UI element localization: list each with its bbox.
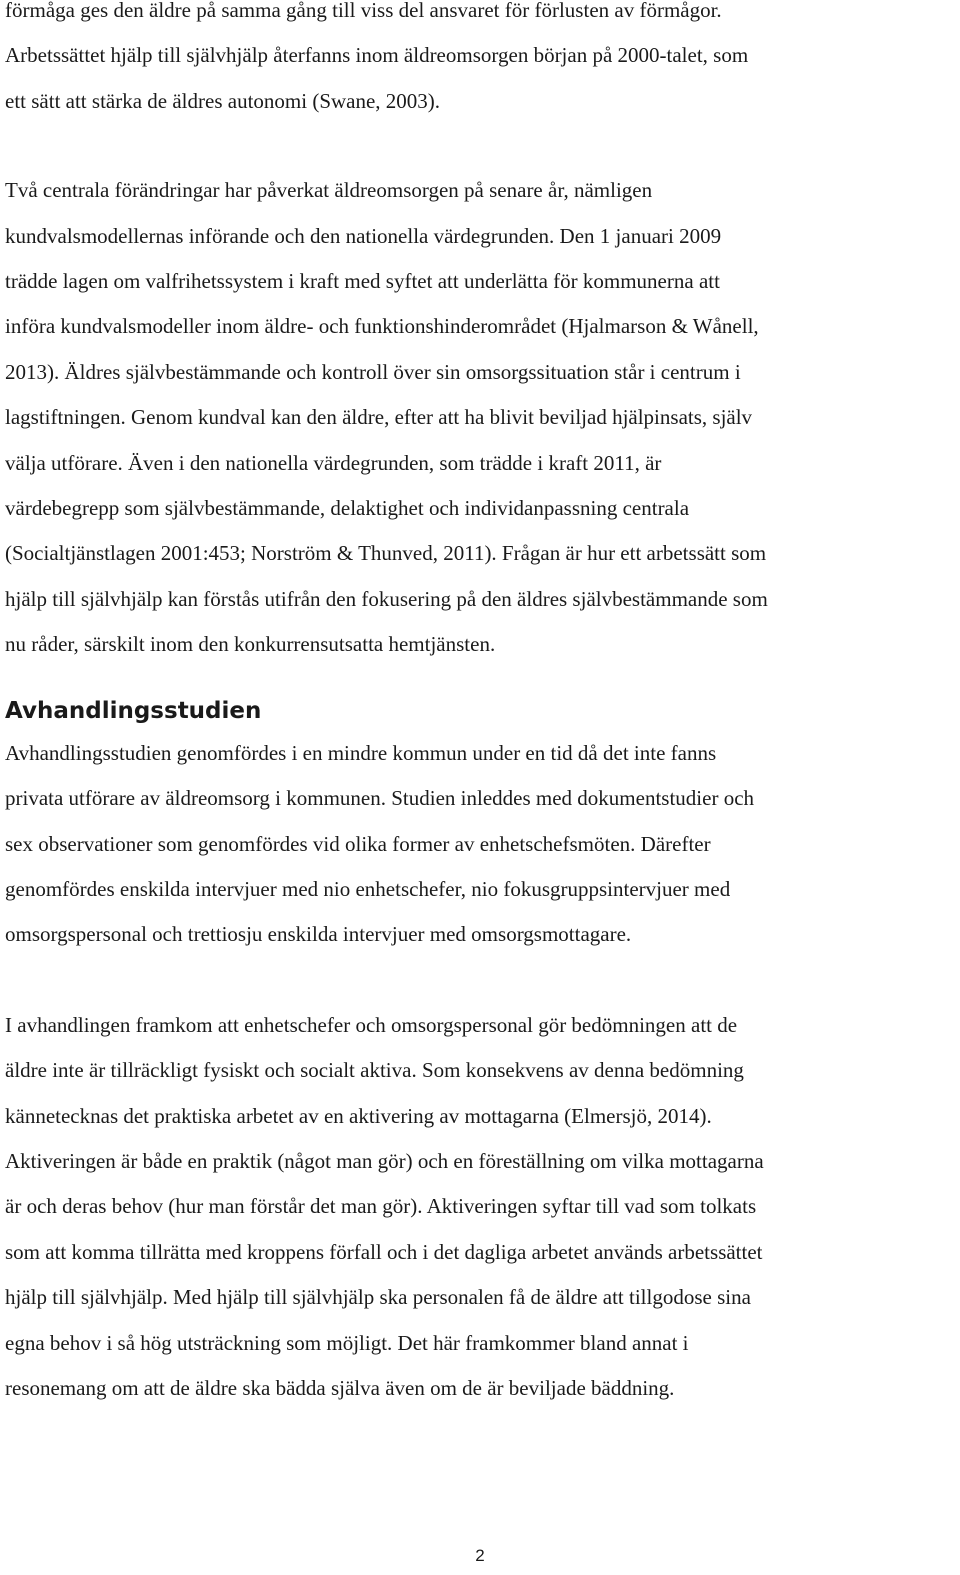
text-line: hjälp till självhjälp kan förstås utifrån den fokusering på den äldres självbestämmande som xyxy=(5,586,768,611)
paragraph-reforms xyxy=(5,168,957,667)
text-line: införa kundvalsmodeller inom äldre- och funktionshinderområdet (Hjalmarson & Wånell, xyxy=(5,314,759,339)
text-line: resonemang om att de äldre ska bädda själva även om de är beviljade bäddning. xyxy=(5,1375,675,1400)
text-line: ett sätt att stärka de äldres autonomi (Swane, 2003). xyxy=(5,88,441,113)
text-line: (Socialtjänstlagen 2001:453; Norström & Thunved, 2011). Frågan är hur ett arbetssätt som xyxy=(5,541,767,566)
paragraph-study xyxy=(5,731,957,958)
text-line: kundvalsmodellernas införande och den nationella värdegrunden. Den 1 januari 2009 xyxy=(5,223,722,248)
text-line: som att komma tillrätta med kroppens förfall och i det dagliga arbetet används arbetssättet xyxy=(5,1239,763,1264)
text-line: Arbetssättet hjälp till självhjälp återfanns inom äldreomsorgen början på 2000-talet, som xyxy=(5,43,749,68)
section-heading: Avhandlingsstudien xyxy=(5,697,262,724)
text-line: äldre inte är tillräckligt fysiskt och socialt aktiva. Som konsekvens av denna bedömning xyxy=(5,1058,744,1083)
text-line: hjälp till självhjälp. Med hjälp till självhjälp ska personalen få de äldre att tillgodose sina xyxy=(5,1285,751,1310)
text-line: lagstiftningen. Genom kundval kan den äldre, efter att ha blivit beviljad hjälpinsats, själv xyxy=(5,405,753,430)
paragraph-findings xyxy=(5,1003,957,1412)
text-line: är och deras behov (hur man förstår det man gör). Aktiveringen syftar till vad som tolkats xyxy=(5,1194,757,1219)
text-line: välja utförare. Även i den nationella värdegrunden, som trädde i kraft 2011, är xyxy=(5,450,662,475)
text-line: omsorgspersonal och trettiosju enskilda intervjuer med omsorgsmottagare. xyxy=(5,922,632,947)
paragraph-continued xyxy=(5,0,957,124)
paragraph-spacer xyxy=(5,958,957,1003)
text-line: trädde lagen om valfrihetssystem i kraft med syftet att underlätta för kommunerna att xyxy=(5,269,720,294)
text-line: genomfördes enskilda intervjuer med nio enhetschefer, nio fokusgruppsintervjuer med xyxy=(5,876,731,901)
text-line: 2013). Äldres självbestämmande och kontroll över sin omsorgssituation står i centrum i xyxy=(5,359,741,384)
text-line: I avhandlingen framkom att enhetschefer och omsorgspersonal gör bedömningen att de xyxy=(5,1012,738,1037)
text-line: förmåga ges den äldre på samma gång till viss del ansvaret för förlusten av förmågor. xyxy=(5,0,722,22)
text-line: sex observationer som genomfördes vid olika former av enhetschefsmöten. Därefter xyxy=(5,831,711,856)
text-line: privata utförare av äldreomsorg i kommunen. Studien inleddes med dokumentstudier och xyxy=(5,786,755,811)
text-line: Aktiveringen är både en praktik (något man gör) och en föreställning om vilka mottagarna xyxy=(5,1148,764,1173)
text-line: kännetecknas det praktiska arbetet av en aktivering av mottagarna (Elmersjö, 2014). xyxy=(5,1103,712,1128)
text-line: nu råder, särskilt inom den konkurrensutsatta hemtjänsten. xyxy=(5,632,496,657)
text-line: Två centrala förändringar har påverkat äldreomsorgen på senare år, nämligen xyxy=(5,178,653,203)
document-page xyxy=(5,0,957,1411)
text-line: värdebegrepp som självbestämmande, delaktighet och individanpassning centrala xyxy=(5,496,690,521)
text-line: egna behov i så hög utsträckning som möjligt. Det här framkommer bland annat i xyxy=(5,1330,689,1355)
text-line: Avhandlingsstudien genomfördes i en mindre kommun under en tid då det inte fanns xyxy=(5,740,717,765)
page-number: 2 xyxy=(475,1546,485,1565)
paragraph-spacer xyxy=(5,124,957,168)
